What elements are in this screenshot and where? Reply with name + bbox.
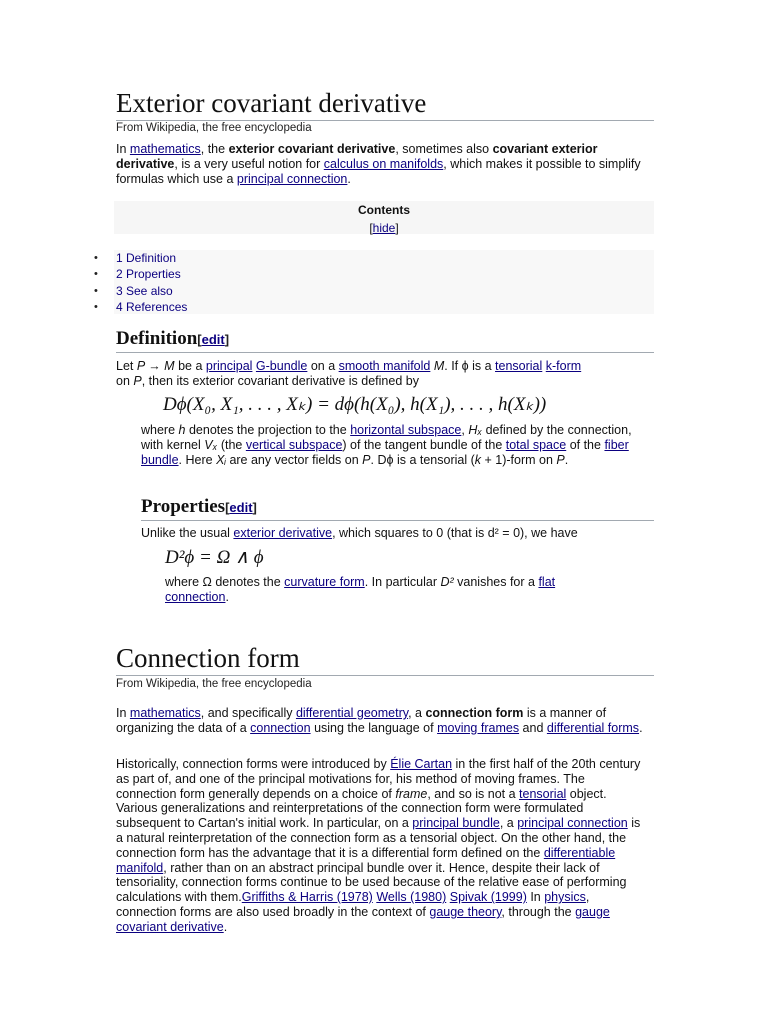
bullet-icon: • [94,268,98,281]
text: , [461,423,469,437]
text: be a [174,359,206,373]
bracket: [ [197,332,202,347]
definition-paragraph-2 [141,423,641,467]
text: , rather than on an abstract principal bundle over it. Hence, despite their lack of tensoriality, connection forms continue to be used because of the relative ease of performing calculations with them. [116,860,627,905]
toc-box [114,201,654,234]
toc-link-properties[interactable]: 2 Properties [116,267,181,282]
bullet-icon: • [94,284,98,297]
text: , then its exterior covariant derivative is defined by [141,373,419,388]
toc-item [94,283,654,299]
bracket: ] [395,221,399,235]
edit-link-definition[interactable]: edit [201,332,225,347]
math: k [474,452,482,467]
text: , through the [501,904,576,919]
math: P [133,373,142,388]
bracket: ] [252,500,257,515]
definition-heading [116,327,654,353]
article-title-2: Connection form [116,643,654,676]
text: . If ϕ is a [444,359,496,373]
bracket: [ [225,500,230,515]
text: ) of the tangent bundle of the [342,437,506,452]
text: , which squares to 0 (that is d² = 0), we have [332,526,578,540]
heading-text: Properties [141,496,226,517]
bold-term: exterior covariant derivative [228,142,396,156]
toc-item [94,250,654,266]
intro-paragraph [116,142,646,186]
link-tensorial-2[interactable]: tensorial [519,786,567,801]
text: of the [566,437,605,452]
bullet-icon: • [94,301,98,314]
definition-paragraph [116,359,596,389]
link-differential-forms[interactable]: differential forms [546,720,640,735]
link-principal-bundle[interactable]: principal bundle [412,816,500,831]
text: . [347,171,351,186]
text: , sometimes also [395,142,493,156]
text: . Dϕ is a tensorial ( [370,452,475,467]
link-calculus-on-manifolds[interactable]: calculus on manifolds [323,156,444,171]
text: . [564,452,569,467]
toc-link-definition[interactable]: 1 Definition [116,251,177,265]
link-differentiable-manifold[interactable]: differentiable manifold [116,845,616,875]
text: on a [307,359,339,373]
link-horizontal-subspace[interactable]: horizontal subspace [350,423,462,437]
text: in the first half of the 20th century as part of, and one of the principal motivations for, his method of moving frames. The connection form generally depends on a choice of [116,757,641,801]
text: Historically, connection forms were introduced by [116,757,391,771]
toc-link-see-also[interactable]: 3 See also [116,283,173,298]
text: , the [200,142,229,156]
edit-section [225,500,257,515]
text: , is a very useful notion for [174,156,324,171]
article-title: Exterior covariant derivative [116,88,654,121]
bullet-icon: • [94,252,98,264]
link-moving-frames[interactable]: moving frames [437,720,520,735]
math: P [556,452,565,467]
link-differential-geometry[interactable]: differential geometry [295,706,409,720]
bold-term: covariant exterior derivative [116,142,598,171]
math: Hₓ [468,423,483,437]
connection-form-paragraph-1 [116,706,646,736]
definition-formula: Dϕ(X₀, X₁, . . . , Xₖ) = dϕ(h(X₀), h(X₁), . . . , h(Xₖ)) [163,394,547,415]
link-principal[interactable]: principal [205,359,253,373]
text: Unlike the usual [141,526,234,540]
text: + 1)-form on [481,452,557,467]
link-fiber-bundle[interactable]: fiber bundle [141,437,629,467]
text: . Here [178,452,217,467]
toc-list [94,250,654,315]
text: Let [116,359,137,373]
italic-term: frame [395,786,428,801]
math: M [433,359,445,373]
link-vertical-subspace[interactable]: vertical subspace [245,437,343,452]
math: D² [440,575,454,589]
bracket: [ [369,221,373,235]
math: P [362,452,371,467]
text: where [141,423,179,437]
link-tensorial[interactable]: tensorial [495,359,543,373]
math: Vₓ [204,437,218,452]
article-subtitle: From Wikipedia, the free encyclopedia [116,122,312,134]
link-g-bundle[interactable]: G-bundle [255,359,308,373]
link-spivak[interactable]: Spivak (1999) [449,890,527,905]
edit-link-properties[interactable]: edit [229,500,253,515]
connection-form-paragraph-2 [116,757,646,935]
link-k-form[interactable]: k-form [545,359,582,373]
text: defined by the connection, with kernel [141,423,632,452]
toc-link-references[interactable]: 4 References [116,300,188,315]
text: where Ω denotes the [165,575,285,589]
text: (the [217,437,246,452]
math: h [178,423,186,437]
math: P → M [136,359,175,373]
text: using the language of [310,720,438,735]
heading-text: Definition [116,328,198,349]
toc-hide [114,221,654,235]
link-griffiths-harris[interactable]: Griffiths & Harris (1978) [241,890,373,905]
text: vanishes for a [453,575,539,589]
link-physics[interactable]: physics [544,890,586,905]
properties-heading [141,495,654,521]
link-smooth-manifold[interactable]: smooth manifold [338,359,431,373]
text: In [116,142,130,156]
link-principal-connection[interactable]: principal connection [236,171,348,186]
text: . [225,589,229,604]
text: . [223,919,228,934]
toc-item [94,266,654,282]
link-exterior-derivative[interactable]: exterior derivative [233,526,333,540]
text: , a [499,816,518,831]
toc-title: Contents [358,203,410,217]
text: . [639,720,643,735]
link-mathematics-2[interactable]: mathematics [129,706,201,720]
link-mathematics[interactable]: mathematics [129,142,201,156]
text: is a manner of organizing the data of a [116,706,607,735]
text: , a [408,706,426,720]
text: , and so is not a [427,786,520,801]
link-wells[interactable]: Wells (1980) [376,890,447,905]
text: and [519,720,547,735]
text: on [116,373,134,388]
text: are any vector fields on [225,452,363,467]
text: In [116,706,130,720]
text: , and specifically [200,706,296,720]
bracket: ] [224,332,230,347]
edit-section [197,332,229,347]
text: object. Various generalizations and reinterpretations of the connection form were formulated subsequent to Cartan's initial work. In particular, on a [116,786,607,831]
properties-paragraph [141,526,641,541]
link-elie-cartan[interactable]: Élie Cartan [390,757,453,771]
link-curvature-form[interactable]: curvature form [284,575,365,589]
link-principal-connection-2[interactable]: principal connection [517,816,628,831]
link-flat-connection[interactable]: flat connection [165,575,556,604]
bold-term: connection form [425,706,524,720]
math: Xᵢ [216,452,226,467]
text: , connection forms are also used broadly in the context of [116,890,590,919]
properties-formula: D²ϕ = Ω ∧ ϕ [165,547,264,568]
text: is a natural reinterpretation of the connection form as a tensorial object. On the other hand, the connection form has the advantage that it is a differential form defined on the [116,816,641,860]
toc-item [94,299,654,315]
properties-paragraph-2 [165,575,605,605]
text: denotes the projection to the [185,423,351,437]
link-gauge-covariant-derivative[interactable]: gauge covariant derivative [116,904,610,934]
link-gauge-theory[interactable]: gauge theory [429,904,502,919]
text: In [526,890,545,905]
toc-hide-link[interactable]: hide [372,221,396,235]
text: . In particular [364,575,441,589]
link-total-space[interactable]: total space [505,437,567,452]
text: , which makes it possible to simplify formulas which use a [116,156,641,186]
link-connection[interactable]: connection [250,720,311,735]
article-subtitle-2: From Wikipedia, the free encyclopedia [116,678,312,690]
